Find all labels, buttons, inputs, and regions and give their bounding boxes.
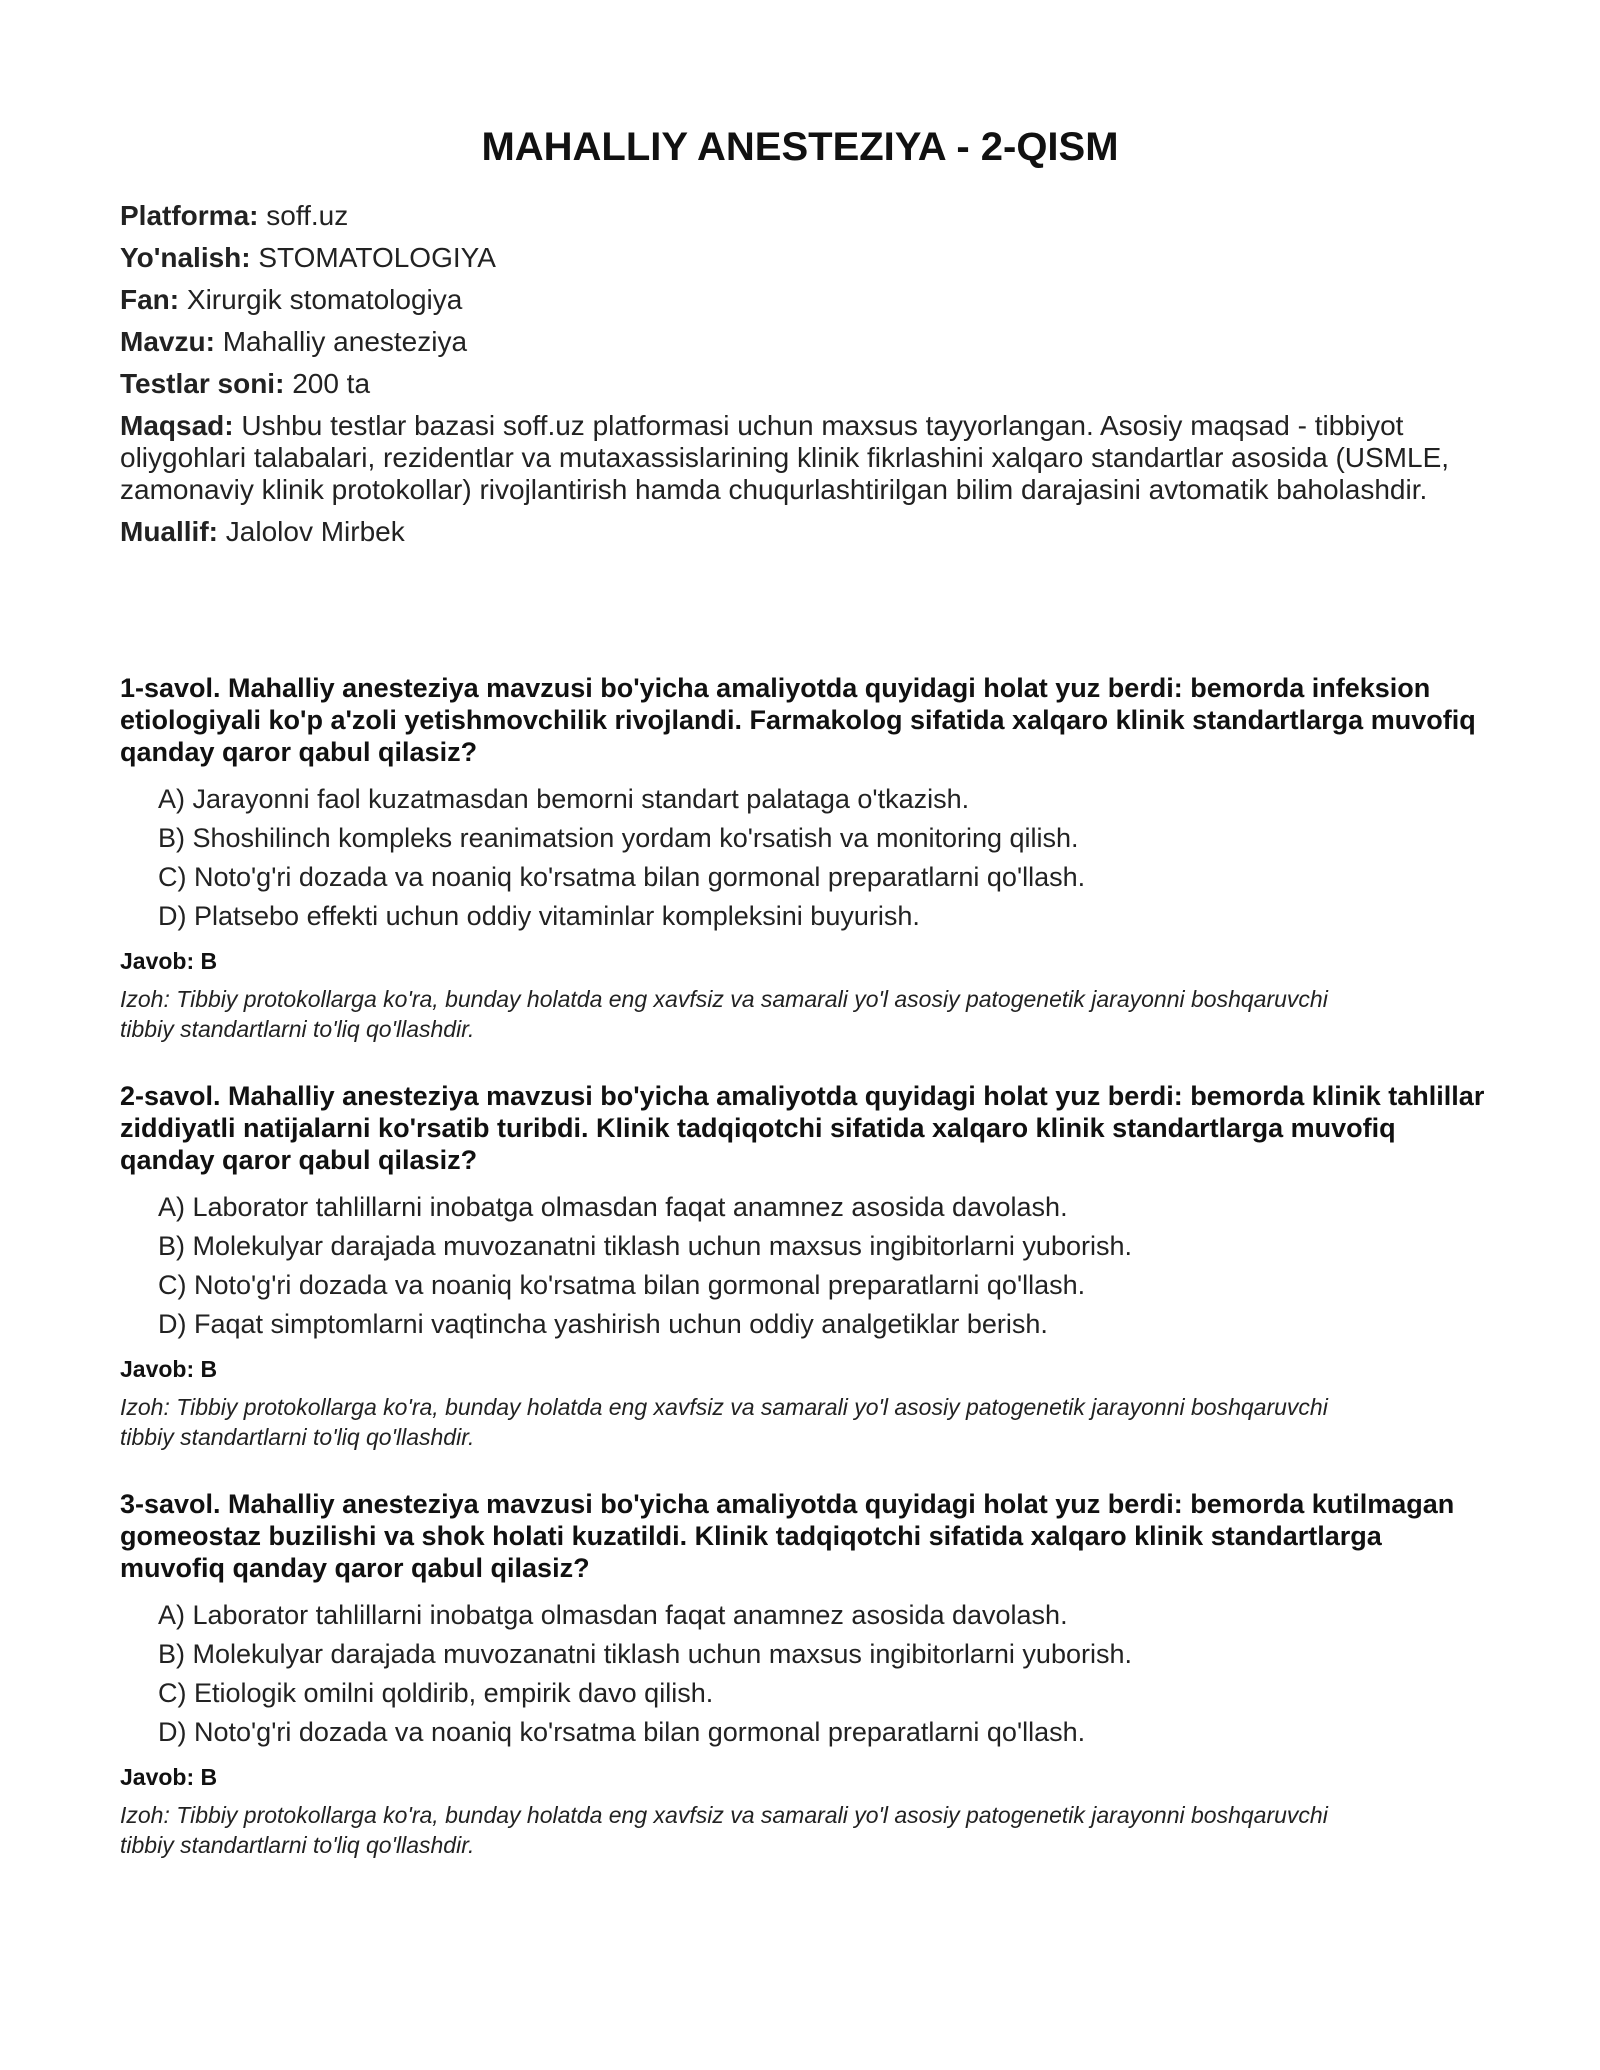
option-a: A) Laborator tahlillarni inobatga olmasdan faqat anamnez asosida davolash. [158,1192,1068,1222]
answer-options [120,1188,1490,1344]
option-b: B) Molekulyar darajada muvozanatni tiklash uchun maxsus ingibitorlarni yuborish. [158,1639,1132,1669]
meta-label: Mavzu: [120,326,215,357]
meta-label: Fan: [120,284,180,315]
meta-purpose [120,410,1480,506]
explanation-note: Izoh: Tibbiy protokollarga ko'ra, bunday holatda eng xavfsiz va samarali yo'l asosiy patogenetik jarayonni boshqaruvchi tibbiy standartlarni to'liq qo'llashdir. [120,1802,1328,1858]
document-metadata [120,200,1480,558]
explanation-note: Izoh: Tibbiy protokollarga ko'ra, bunday holatda eng xavfsiz va samarali yo'l asosiy patogenetik jarayonni boshqaruvchi tibbiy standartlarni to'liq qo'llashdir. [120,1394,1328,1450]
question-3 [120,1488,1490,1860]
meta-direction [120,242,1480,274]
answer-options [120,780,1490,936]
meta-label: Maqsad: [120,410,234,441]
meta-label: Yo'nalish: [120,242,251,273]
meta-value: Mahalliy anesteziya [222,326,468,357]
meta-platform [120,200,1480,232]
option-d: D) Noto'g'ri dozada va noaniq ko'rsatma bilan gormonal preparatlarni qo'llash. [158,1717,1086,1747]
question-text: 1-savol. Mahalliy anesteziya mavzusi bo'yicha amaliyotda quyidagi holat yuz berdi: bemorda infeksion etiologiyali ko'p a'zoli yetishmovchilik rivojlandi. Farmakolog sifatida xalqaro klinik standartlarga muvofiq qanday qaror qabul qilasiz? [120,673,1476,767]
meta-test-count [120,368,1480,400]
correct-answer: Javob: B [120,1764,218,1790]
option-c: C) Noto'g'ri dozada va noaniq ko'rsatma bilan gormonal preparatlarni qo'llash. [158,862,1086,892]
option-d: D) Faqat simptomlarni vaqtincha yashirish uchun oddiy analgetiklar berish. [158,1309,1048,1339]
explanation-note: Izoh: Tibbiy protokollarga ko'ra, bunday holatda eng xavfsiz va samarali yo'l asosiy patogenetik jarayonni boshqaruvchi tibbiy standartlarni to'liq qo'llashdir. [120,986,1328,1042]
question-2 [120,1080,1490,1452]
meta-value: Ushbu testlar bazasi soff.uz platformasi uchun maxsus tayyorlangan. Asosiy maqsad - tibbiyot oliygohlari talabalari, rezidentlar va mutaxassislarining klinik fikrlashini xalqaro standartlar asosida (USMLE, zamonaviy klinik protokollar) rivojlantirish hamda chuqurlashtirilgan bilim darajasini avtomatik baholashdir. [120,410,1450,505]
option-c: C) Noto'g'ri dozada va noaniq ko'rsatma bilan gormonal preparatlarni qo'llash. [158,1270,1086,1300]
meta-label: Muallif: [120,516,218,547]
meta-label: Platforma: [120,200,259,231]
document-title: MAHALLIY ANESTEZIYA - 2-QISM [481,125,1119,169]
question-1 [120,672,1490,1044]
meta-value: 200 ta [292,368,371,399]
question-text: 3-savol. Mahalliy anesteziya mavzusi bo'yicha amaliyotda quyidagi holat yuz berdi: bemorda kutilmagan gomeostaz buzilishi va shok holati kuzatildi. Klinik tadqiqotchi sifatida xalqaro klinik standartlarga muvofiq qanday qaror qabul qilasiz? [120,1489,1455,1583]
option-a: A) Jarayonni faol kuzatmasdan bemorni standart palataga o'tkazish. [158,784,970,814]
option-c: C) Etiologik omilni qoldirib, empirik davo qilish. [158,1678,714,1708]
meta-topic [120,326,1480,358]
meta-value: Jalolov Mirbek [225,516,405,547]
meta-label: Testlar soni: [120,368,285,399]
meta-value: Xirurgik stomatologiya [186,284,463,315]
meta-author [120,516,1480,548]
meta-value: STOMATOLOGIYA [258,242,496,273]
question-text: 2-savol. Mahalliy anesteziya mavzusi bo'yicha amaliyotda quyidagi holat yuz berdi: bemorda klinik tahlillar ziddiyatli natijalarni ko'rsatib turibdi. Klinik tadqiqotchi sifatida xalqaro klinik standartlarga muvofiq qanday qaror qabul qilasiz? [120,1081,1485,1175]
meta-subject [120,284,1480,316]
meta-value: soff.uz [266,200,349,231]
option-d: D) Platsebo effekti uchun oddiy vitaminlar kompleksini buyurish. [158,901,920,931]
option-a: A) Laborator tahlillarni inobatga olmasdan faqat anamnez asosida davolash. [158,1600,1068,1630]
answer-options [120,1596,1490,1752]
option-b: B) Molekulyar darajada muvozanatni tiklash uchun maxsus ingibitorlarni yuborish. [158,1231,1132,1261]
option-b: B) Shoshilinch kompleks reanimatsion yordam ko'rsatish va monitoring qilish. [158,823,1079,853]
correct-answer: Javob: B [120,1356,218,1382]
correct-answer: Javob: B [120,948,218,974]
